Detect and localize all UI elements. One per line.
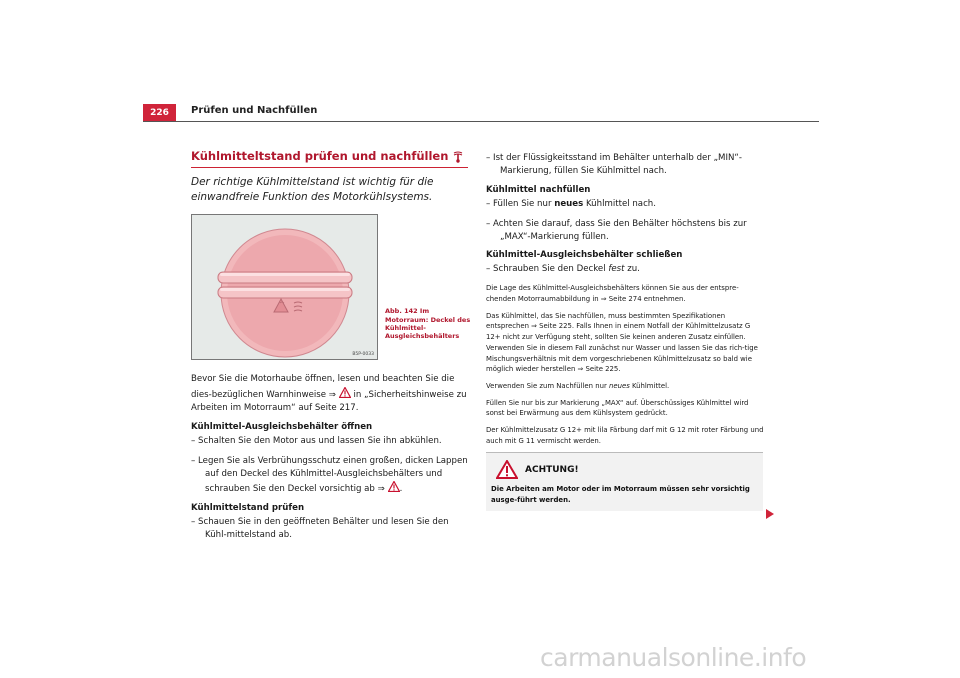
intro-paragraph	[191, 373, 468, 415]
refill-heading: Kühlmittel nachfüllen	[486, 184, 591, 195]
watermark: carmanualsonline.info	[540, 643, 807, 672]
close-step-1-b: fest	[608, 264, 625, 275]
figure-caption: Abb. 142 Im Motorraum: Deckel des Kühlmittel-Ausgleichsbehälters	[385, 307, 471, 340]
warning-header	[491, 460, 758, 479]
intro-text-b: in „Sicherheitshinweise zu Arbeiten im Motorraum“ auf Seite 217.	[191, 389, 467, 414]
note-1: Die Lage des Kühlmittel-Ausgleichsbehälters können Sie aus der entspre-chenden Motorraumabbildung in ⇒ Seite 274 entnehmen.	[486, 284, 739, 304]
section-subtitle: Der richtige Kühlmittelstand ist wichtig für die einwandfreie Funktion des Motorkühlsystems.	[191, 176, 434, 204]
thermometer-icon	[452, 150, 464, 163]
refill-step-1-a: – Füllen Sie nur	[486, 198, 555, 209]
intro-text-a: Bevor Sie die Motorhaube öffnen, lesen und beachten Sie die dies-bezüglichen Warnhinweise ⇒	[191, 374, 455, 400]
next-page-arrow-icon[interactable]	[766, 509, 774, 519]
close-step-1	[486, 263, 765, 276]
note-4: Füllen Sie nur bis zur Markierung „MAX“ auf. Überschüssiges Kühlmittel wird sonst bei Erwärmung aus dem Kühlsystem gedrückt.	[486, 398, 749, 418]
refill-step-1	[486, 198, 765, 211]
open-step-2-end: .	[399, 484, 403, 495]
note-3-b: neues	[608, 381, 630, 390]
header-rule	[143, 121, 819, 122]
warning-triangle-icon	[339, 387, 351, 398]
left-column	[191, 149, 471, 549]
open-step-2-text: – Legen Sie als Verbrühungsschutz einen großen, dicken Lappen auf den Deckel des Kühlmittel-Ausgleichsbehälters und schrauben Sie den Deckel vorsichtig ab ⇒	[191, 456, 468, 495]
warning-triangle-icon	[388, 481, 400, 492]
section-title-text: Kühlmitteltstand prüfen und nachfüllen	[191, 149, 449, 163]
coolant-cap-image	[191, 214, 378, 360]
warning-triangle-icon	[496, 460, 518, 479]
note-2: Das Kühlmittel, das Sie nachfüllen, muss bestimmten Spezifikationen entsprechen ⇒ Seite 225. Falls Ihnen in einem Notfall der Kühlmittelzusatz G 12+ nicht zur Verfügung steht, sollten Sie keinen anderen Zusatz einfüllen. Verwenden Sie in diesem Fall zunächst nur Wasser und lassen Sie das rich-tige Mischungsverhältnis mit dem vorgeschriebenen Kühlmittelzusatz so bald wie möglich wieder herstellen ⇒ Seite 225.	[486, 311, 758, 374]
check-heading: Kühlmittelstand prüfen	[191, 502, 305, 513]
note-3-a: Verwenden Sie zum Nachfüllen nur	[486, 381, 609, 390]
warning-title: ACHTUNG!	[525, 464, 579, 475]
close-heading: Kühlmittel-Ausgleichsbehälter schließen	[486, 250, 683, 261]
open-step-2	[191, 455, 468, 496]
close-step-1-a: – Schrauben Sie den Deckel	[486, 264, 609, 275]
refill-step-1-b: neues	[554, 198, 584, 209]
check-step-1: – Schauen Sie in den geöffneten Behälter und lesen Sie den Kühl-mittelstand ab.	[191, 516, 449, 540]
coolant-cap-illustration	[192, 215, 378, 360]
open-heading: Kühlmittel-Ausgleichsbehälter öffnen	[191, 422, 373, 433]
note-3	[486, 381, 765, 392]
note-3-c: Kühlmittel.	[629, 381, 670, 390]
right-column	[486, 152, 765, 511]
close-step-1-c: zu.	[624, 264, 640, 275]
check-step-2: – Ist der Flüssigkeitsstand im Behälter unterhalb der „MIN“-Markierung, füllen Sie Kühlmittel nach.	[486, 153, 742, 176]
section-title	[191, 149, 468, 168]
figure	[191, 214, 471, 360]
warning-box	[486, 452, 763, 511]
warning-text: Die Arbeiten am Motor oder im Motorraum müssen sehr vorsichtig ausge-führt werden.	[491, 485, 750, 504]
running-header: Prüfen und Nachfüllen	[191, 105, 318, 116]
page-number: 226	[143, 104, 176, 121]
figure-code: B5P-0033	[352, 352, 374, 358]
note-5: Der Kühlmittelzusatz G 12+ mit lila Färbung darf mit G 12 mit roter Färbung und auch mit G 11 vermischt werden.	[486, 426, 764, 445]
refill-step-2: – Achten Sie darauf, dass Sie den Behälter höchstens bis zur „MAX“-Markierung füllen.	[486, 218, 747, 242]
refill-step-1-c: Kühlmittel nach.	[583, 198, 656, 209]
open-step-1: – Schalten Sie den Motor aus und lassen Sie ihn abkühlen.	[191, 436, 442, 447]
